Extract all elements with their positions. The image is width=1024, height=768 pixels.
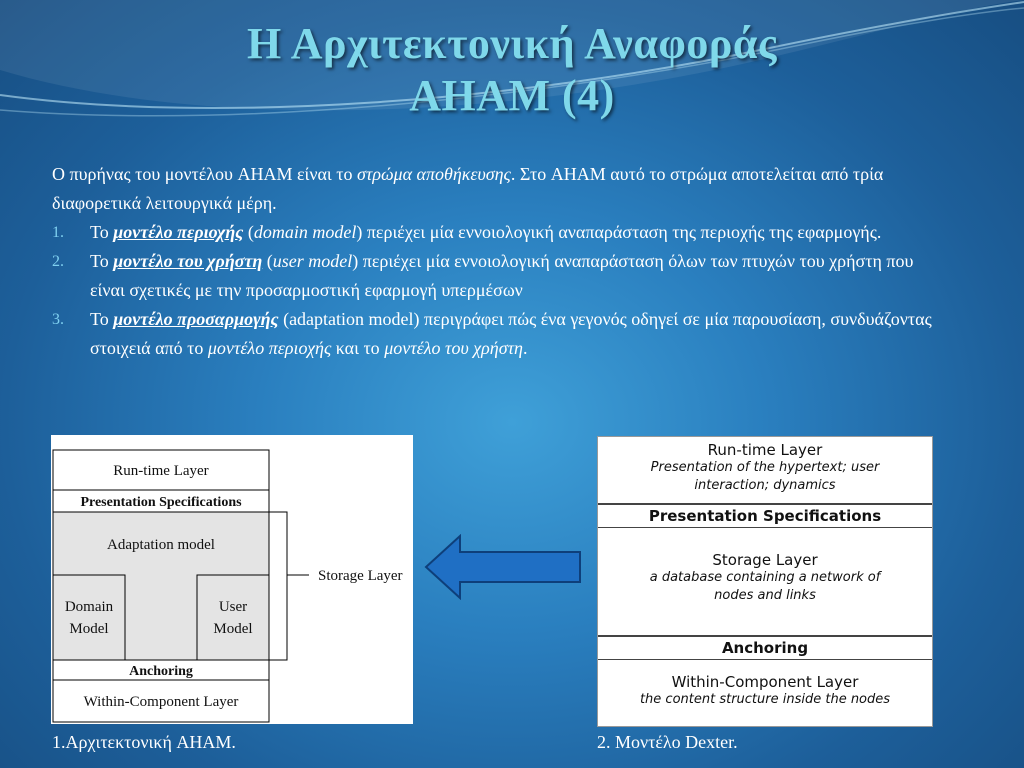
list-item (52, 247, 932, 305)
runtime-layer-label: Run-time Layer (113, 463, 209, 479)
item-rest: περιέχει μία εννοιολογική αναπαράσταση της περιοχής της εφαρμογής. (362, 222, 882, 242)
list-number: 1. (52, 224, 64, 241)
figure-1-caption: 1.Αρχιτεκτονική AHAM. (52, 732, 236, 752)
dexter-runtime-row (598, 437, 932, 504)
dexter-runtime-sub-2: interaction; dynamics (694, 478, 836, 493)
item-paren: ( (262, 251, 273, 271)
user-model-label-2: Model (213, 621, 253, 637)
list-number: 3. (52, 311, 64, 328)
item-mid: και το (331, 338, 385, 358)
intro-paragraph (52, 160, 932, 218)
item-pre: Το (90, 222, 114, 242)
dexter-anchoring-row (598, 636, 932, 660)
dexter-anchoring-label: Anchoring (721, 639, 809, 657)
numbered-list (52, 218, 932, 363)
item-ref-domain: μοντέλο περιοχής (207, 338, 332, 358)
domain-model-label-2: Model (69, 621, 109, 637)
dexter-model-figure (597, 436, 933, 727)
item-english: user model (272, 251, 353, 271)
aham-architecture-figure (51, 435, 413, 724)
storage-bracket (269, 512, 287, 660)
list-item (52, 218, 932, 247)
item-rest: περιέχει μία εννοιολογική αναπαράσταση όλων των πτυχών του χρήστη που είναι σχετικές με την προσαρμοστική εφαρμογή υπερμέσων (90, 251, 914, 300)
item-paren: ( (278, 309, 290, 329)
item-paren: ) (413, 309, 420, 329)
dexter-runtime-sub-1: Presentation of the hypertext; user (650, 460, 880, 475)
intro-emphasis: στρώμα αποθήκευσης (357, 164, 511, 184)
anchoring-label: Anchoring (129, 664, 193, 679)
item-end: . (522, 338, 528, 358)
domain-model-box (53, 575, 125, 660)
dexter-presentation-row (598, 504, 932, 528)
within-component-label: Within-Component Layer (83, 694, 239, 710)
item-paren: ( (243, 222, 254, 242)
figure-2-caption: 2. Μοντέλο Dexter. (597, 732, 738, 752)
user-model-box (197, 575, 269, 660)
intro-text-2: . Στο AHAM αυτό το στρώμα αποτελείται από τρία διαφορετικά λειτουργικά μέρη. (52, 164, 884, 213)
item-term: μοντέλο προσαρμογής (113, 309, 279, 329)
item-term: μοντέλο περιοχής (113, 222, 244, 242)
item-pre: Το (90, 309, 114, 329)
dexter-within-title: Within-Component Layer (671, 673, 859, 691)
dexter-runtime-title: Run-time Layer (707, 441, 823, 459)
slide-body (52, 160, 932, 363)
dexter-presentation-label: Presentation Specifications (648, 507, 882, 525)
item-ref-user: μοντέλο του χρήστη (384, 338, 523, 358)
aham-diagram (51, 435, 413, 724)
left-arrow-icon (424, 534, 584, 600)
list-number: 2. (52, 253, 64, 270)
dexter-within-sub: the content structure inside the nodes (639, 692, 891, 707)
title-line-2: AHAM (4) (409, 71, 615, 120)
item-rest: περιγράφει πώς ένα γεγονός οδηγεί σε μία παρουσίαση, συνδυάζοντας στοιχειά από το (90, 309, 932, 358)
item-paren: ) (356, 222, 363, 242)
adaptation-model-label: Adaptation model (107, 537, 215, 553)
list-item (52, 305, 932, 363)
dexter-storage-sub-1: a database containing a network of (649, 570, 881, 585)
intro-text-1: Ο πυρήνας του μοντέλου AHAM είναι το (52, 164, 358, 184)
domain-model-label-1: Domain (64, 599, 114, 615)
item-paren: ) (352, 251, 359, 271)
dexter-storage-row (598, 527, 932, 636)
title-line-1: Η Αρχιτεκτονική Αναφοράς (246, 19, 777, 68)
item-term: μοντέλο του χρήστη (113, 251, 263, 271)
dexter-storage-title: Storage Layer (712, 551, 818, 569)
dexter-within-row (598, 659, 932, 725)
storage-layer-label: Storage Layer (318, 568, 403, 584)
presentation-label: Presentation Specifications (80, 495, 242, 510)
item-english: adaptation model (289, 309, 414, 329)
item-english: domain model (253, 222, 357, 242)
user-model-label-1: User (218, 599, 248, 615)
dexter-storage-sub-2: nodes and links (714, 588, 816, 603)
slide-title (0, 18, 1024, 122)
item-pre: Το (90, 251, 114, 271)
